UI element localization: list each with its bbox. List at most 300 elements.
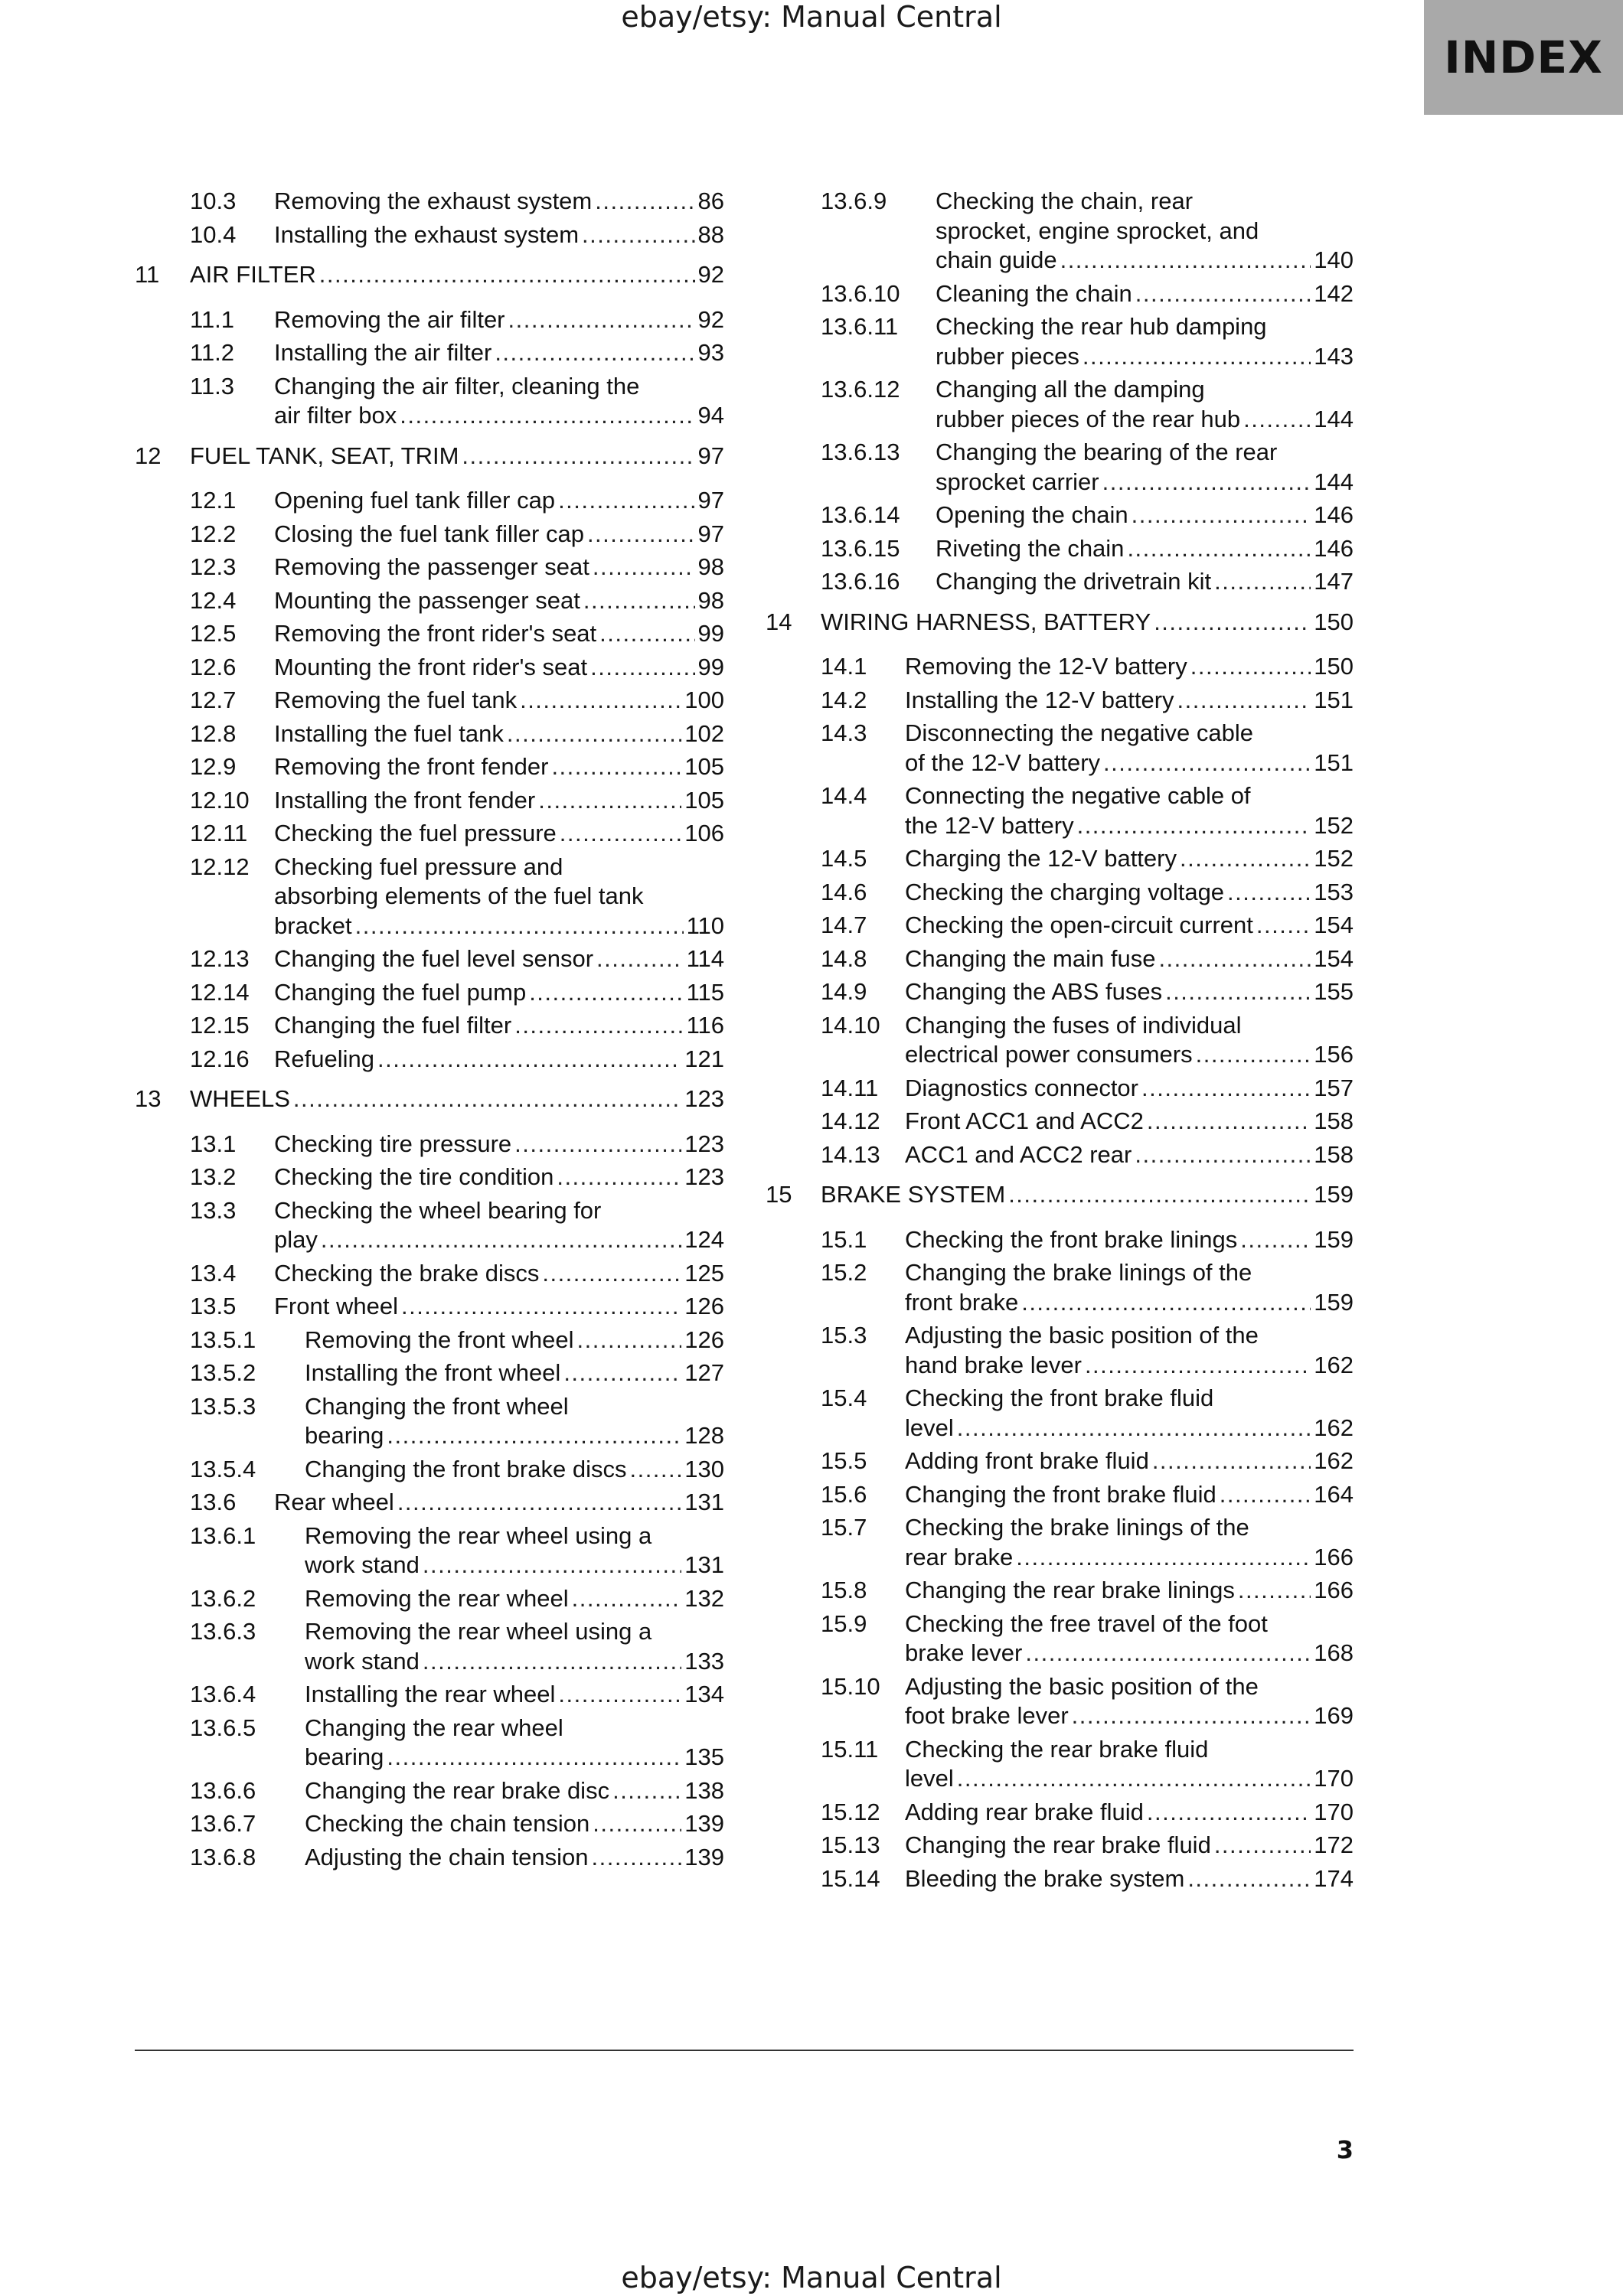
dot-leader (507, 719, 681, 749)
toc-entry[interactable] (190, 1292, 724, 1322)
dot-leader (957, 1764, 1311, 1794)
toc-entry[interactable] (190, 1680, 724, 1710)
toc-entry[interactable] (190, 719, 724, 749)
toc-entry-page: 170 (1314, 1765, 1354, 1792)
toc-entry-title-line: Adjusting the basic position of the (905, 1322, 1259, 1349)
toc-entry-page: 94 (697, 402, 724, 429)
toc-entry-page: 164 (1314, 1480, 1354, 1508)
toc-entry-page: 152 (1314, 845, 1354, 872)
dot-leader (397, 1488, 681, 1518)
toc-entry-page: 143 (1314, 342, 1354, 370)
toc-entry-title-line: Changing the fuel filter (274, 1012, 512, 1039)
toc-entry-title-line: Checking the free travel of the foot (905, 1609, 1268, 1637)
toc-entry-page: 150 (1314, 653, 1354, 680)
footer-rule (135, 2050, 1354, 2051)
toc-entry-number: 13.6.14 (821, 501, 900, 528)
toc-entry-title-line: Opening the chain (936, 501, 1128, 528)
toc-entry-page: 140 (1314, 246, 1354, 273)
toc-entry[interactable] (190, 752, 724, 782)
toc-entry-number: 12.8 (190, 719, 237, 747)
toc-entry[interactable] (821, 977, 1354, 1007)
toc-entry-page: 151 (1314, 686, 1354, 713)
toc-entry-page: 106 (684, 820, 724, 846)
toc-entry-number: 11.2 (190, 339, 235, 366)
toc-entry[interactable] (821, 844, 1354, 874)
toc-entry[interactable] (190, 1714, 724, 1773)
toc-entry-title-line: Charging the 12-V battery (905, 845, 1177, 872)
toc-entry-number: 13.6 (190, 1489, 237, 1515)
toc-entry[interactable] (190, 1358, 724, 1388)
dot-leader (1141, 1074, 1311, 1104)
toc-entry[interactable] (190, 786, 724, 816)
toc-entry-title-line: hand brake lever (905, 1351, 1082, 1378)
toc-entry[interactable] (821, 719, 1354, 778)
toc-entry[interactable] (821, 1831, 1354, 1861)
toc-entry[interactable] (821, 1074, 1354, 1104)
toc-entry[interactable] (821, 438, 1354, 497)
toc-entry[interactable] (190, 1809, 724, 1839)
toc-entry-title-line: Installing the air filter (274, 339, 492, 366)
toc-entry-page: 162 (1314, 1447, 1354, 1474)
toc-entry-title-line: Removing the exhaust system (274, 188, 593, 214)
toc-entry-page: 150 (1314, 608, 1354, 635)
toc-entry-title-line: Removing the front fender (274, 753, 549, 780)
toc-entry-number: 12.14 (190, 978, 250, 1006)
dot-leader (1072, 1701, 1311, 1731)
toc-entry[interactable] (190, 1392, 724, 1451)
dot-leader (592, 1843, 682, 1873)
toc-entry-title-line: Checking the brake discs (274, 1259, 540, 1287)
dot-leader (1016, 1543, 1311, 1573)
toc-entry-title-line: bearing (305, 1743, 384, 1770)
dot-leader (1154, 608, 1311, 638)
toc-entry[interactable] (821, 1513, 1354, 1572)
toc-entry[interactable] (821, 1576, 1354, 1606)
toc-entry-title-line: rubber pieces of the rear hub (936, 405, 1241, 432)
toc-entry-title-line: absorbing elements of the fuel tank (274, 882, 644, 909)
toc-entry-title-line: Changing the bearing of the rear (936, 439, 1278, 465)
dot-leader (590, 653, 694, 683)
toc-entry-number: 14.13 (821, 1140, 880, 1168)
toc-entry-number: 12.3 (190, 553, 237, 580)
dot-leader (508, 305, 695, 335)
toc-entry-title-line: Checking the rear brake fluid (905, 1735, 1209, 1763)
toc-entry-number: 10.3 (190, 188, 237, 214)
toc-entry-title-line: of the 12-V battery (905, 748, 1101, 776)
toc-entry[interactable] (821, 1672, 1354, 1731)
toc-entry-number: 13.5.4 (190, 1455, 256, 1482)
dot-leader (400, 401, 694, 431)
toc-entry[interactable] (821, 187, 1354, 276)
toc-entry-title-line: Installing the front fender (274, 786, 536, 814)
dot-leader (583, 586, 695, 616)
toc-entry-title-line: Connecting the negative cable of (905, 782, 1251, 809)
toc-entry-number: 15 (766, 1181, 792, 1208)
toc-entry-number: 15.9 (821, 1609, 867, 1637)
toc-entry-number: 11.1 (190, 305, 235, 333)
toc-entry[interactable] (821, 1446, 1354, 1476)
toc-entry-title-line: Removing the front wheel (305, 1326, 574, 1353)
toc-entry-title-line: rubber pieces (936, 342, 1079, 370)
toc-entry[interactable] (190, 187, 724, 217)
toc-entry-number: 15.2 (821, 1259, 867, 1286)
toc-entry-page: 155 (1314, 978, 1354, 1005)
toc-entry-title-line: ACC1 and ACC2 rear (905, 1140, 1132, 1168)
toc-entry-number: 12.5 (190, 620, 237, 647)
toc-entry-page: 151 (1314, 748, 1354, 776)
toc-entry-page: 159 (1314, 1225, 1354, 1253)
toc-entry-page: 154 (1314, 912, 1354, 938)
toc-entry[interactable] (190, 1488, 724, 1518)
dot-leader (1060, 246, 1311, 276)
dot-leader (319, 260, 695, 290)
toc-entry-page: 159 (1314, 1181, 1354, 1208)
dot-leader (1021, 1288, 1311, 1318)
toc-entry-title-line: Removing the air filter (274, 305, 505, 333)
toc-entry-title-line: Checking the chain tension (305, 1810, 590, 1837)
toc-entry-title-line: Cleaning the chain (936, 279, 1132, 307)
toc-entry-page: 123 (684, 1130, 724, 1157)
toc-entry-title-line: Changing the main fuse (905, 944, 1156, 972)
toc-entry-number: 13.6.6 (190, 1776, 256, 1804)
toc-entry-number: 13.6.3 (190, 1618, 256, 1645)
toc-entry-title-line: Disconnecting the negative cable (905, 719, 1253, 746)
toc-entry-page: 115 (686, 978, 724, 1006)
toc-entry-number: 13 (135, 1085, 162, 1112)
toc-entry-title-line: brake lever (905, 1639, 1023, 1666)
dot-leader (1196, 1040, 1311, 1070)
toc-entry-number: 13.6.12 (821, 376, 900, 403)
toc-entry-number: 12.10 (190, 786, 250, 814)
toc-entry[interactable] (190, 1455, 724, 1485)
toc-entry-page: 146 (1314, 501, 1354, 528)
toc-entry-number: 13.5.2 (190, 1359, 256, 1386)
dot-leader (558, 486, 694, 516)
toc-entry-page: 124 (684, 1226, 724, 1253)
dot-leader (1240, 1225, 1311, 1255)
dot-leader (1147, 1798, 1311, 1828)
toc-entry[interactable] (821, 375, 1354, 434)
toc-entry-number: 13.6.5 (190, 1714, 256, 1741)
toc-entry[interactable] (190, 853, 724, 941)
toc-entry[interactable] (821, 1798, 1354, 1828)
toc-entry[interactable] (190, 1843, 724, 1873)
toc-entry[interactable] (821, 312, 1354, 371)
toc-entry-number: 13.6.16 (821, 568, 900, 595)
toc-entry-number: 12.2 (190, 520, 237, 547)
toc-entry-number: 13.6.7 (190, 1810, 256, 1837)
dot-leader (1214, 1831, 1311, 1861)
toc-entry-title-line: FUEL TANK, SEAT, TRIM (190, 442, 459, 469)
toc-entry-page: 97 (697, 442, 724, 469)
toc-entry-page: 152 (1314, 811, 1354, 839)
toc-entry-number: 15.6 (821, 1480, 867, 1508)
toc-entry[interactable] (190, 1045, 724, 1075)
toc-entry-page: 123 (684, 1163, 724, 1190)
toc-entry-number: 13.6.10 (821, 279, 900, 307)
toc-entry-page: 131 (684, 1489, 724, 1515)
dot-leader (293, 1084, 681, 1114)
toc-entry-title-line: Checking the charging voltage (905, 878, 1225, 905)
toc-entry[interactable] (190, 520, 724, 550)
toc-entry[interactable] (821, 944, 1354, 974)
toc-entry[interactable] (190, 586, 724, 616)
toc-entry-title-line: Refueling (274, 1045, 374, 1072)
dot-leader (423, 1647, 681, 1677)
toc-entry[interactable] (190, 338, 724, 368)
toc-entry[interactable] (190, 1617, 724, 1676)
toc-entry-number: 14.3 (821, 719, 867, 746)
toc-entry[interactable] (190, 978, 724, 1008)
toc-entry[interactable] (821, 1140, 1354, 1170)
toc-entry-number: 15.5 (821, 1447, 867, 1474)
dot-leader (1165, 977, 1311, 1007)
toc-section-heading[interactable] (766, 608, 1354, 638)
toc-section-heading[interactable] (135, 1084, 724, 1114)
toc-entry-title-line: Checking the brake linings of the (905, 1514, 1249, 1541)
toc-entry-page: 166 (1314, 1577, 1354, 1603)
toc-entry-title-line: Changing the front brake discs (305, 1455, 627, 1482)
toc-entry-title-line: Riveting the chain (936, 534, 1125, 562)
toc-left-column (135, 187, 724, 1876)
toc-entry-title-line: Removing the rear wheel using a (305, 1521, 652, 1549)
toc-entry-number: 12.9 (190, 753, 237, 780)
toc-entry[interactable] (190, 1259, 724, 1289)
toc-entry[interactable] (821, 534, 1354, 564)
toc-entry-title-line: Installing the exhaust system (274, 220, 580, 248)
toc-entry-number: 12.7 (190, 687, 237, 713)
toc-entry-title-line: Removing the front rider's seat (274, 620, 597, 647)
toc-entry-title-line: foot brake lever (905, 1702, 1069, 1729)
toc-entry-number: 14.11 (821, 1074, 879, 1101)
toc-section-heading[interactable] (766, 1180, 1354, 1210)
toc-entry-title-line: work stand (305, 1647, 420, 1675)
toc-entry[interactable] (821, 652, 1354, 682)
toc-entry-page: 162 (1314, 1414, 1354, 1441)
toc-entry-page: 131 (684, 1551, 724, 1578)
dot-leader (551, 752, 681, 782)
toc-entry[interactable] (821, 1384, 1354, 1443)
toc-entry[interactable] (821, 1864, 1354, 1894)
page-number: 3 (1336, 2135, 1354, 2164)
toc-entry[interactable] (190, 1776, 724, 1806)
toc-entry-number: 15.4 (821, 1384, 867, 1411)
toc-entry[interactable] (821, 1107, 1354, 1137)
toc-entry-number: 12.13 (190, 945, 250, 972)
dot-leader (387, 1421, 681, 1451)
dot-leader (577, 1326, 682, 1355)
toc-entry[interactable] (190, 220, 724, 250)
toc-section-heading[interactable] (135, 442, 724, 471)
toc-entry[interactable] (821, 1735, 1354, 1794)
toc-entry[interactable] (821, 1609, 1354, 1668)
toc-entry-page: 98 (697, 553, 724, 580)
toc-entry-number: 13.6.4 (190, 1681, 256, 1707)
toc-entry[interactable] (190, 372, 724, 431)
toc-entry-title-line: Installing the fuel tank (274, 719, 504, 747)
toc-entry-number: 13.1 (190, 1130, 237, 1157)
toc-entry[interactable] (190, 619, 724, 649)
toc-entry-title-line: WHEELS (190, 1085, 290, 1112)
index-tab: INDEX (1424, 0, 1623, 115)
toc-entry-title-line: Changing the rear brake linings (905, 1577, 1235, 1603)
toc-entry-number: 15.1 (821, 1225, 867, 1253)
toc-entry[interactable] (821, 878, 1354, 908)
dot-leader (560, 819, 682, 849)
toc-entry-page: 105 (684, 753, 724, 780)
toc-entry[interactable] (190, 1163, 724, 1192)
toc-entry-page: 98 (697, 586, 724, 614)
toc-entry-title-line: Rear wheel (274, 1489, 394, 1515)
toc-entry-title-line: WIRING HARNESS, BATTERY (821, 608, 1151, 635)
dot-leader (462, 442, 694, 471)
toc-entry[interactable] (821, 1258, 1354, 1317)
toc-entry-title-line: Adding rear brake fluid (905, 1798, 1144, 1825)
toc-entry-number: 13.6.1 (190, 1521, 256, 1549)
toc-entry-number: 14.7 (821, 912, 867, 938)
toc-entry[interactable] (190, 1326, 724, 1355)
toc-entry-number: 14.12 (821, 1107, 880, 1134)
toc-entry-number: 13.6.8 (190, 1843, 256, 1870)
toc-entry-page: 139 (684, 1843, 724, 1870)
dot-leader (1243, 405, 1311, 435)
toc-entry-title-line: bearing (305, 1422, 384, 1449)
toc-entry-title-line: Removing the passenger seat (274, 553, 589, 580)
toc-entry-page: 123 (684, 1085, 724, 1112)
toc-entry[interactable] (821, 686, 1354, 716)
toc-entry-page: 174 (1314, 1864, 1354, 1892)
toc-entry-page: 105 (684, 786, 724, 814)
toc-entry-page: 92 (697, 305, 724, 333)
dot-leader (1152, 1446, 1311, 1476)
toc-entry[interactable] (190, 653, 724, 683)
toc-entry-title-line: Changing the fuel level sensor (274, 945, 594, 972)
toc-entry[interactable] (190, 686, 724, 716)
toc-entry-number: 14.5 (821, 845, 867, 872)
dot-leader (423, 1551, 681, 1580)
toc-entry[interactable] (190, 819, 724, 849)
toc-entry-page: 102 (684, 719, 724, 747)
toc-entry-number: 12 (135, 442, 162, 469)
toc-entry-number: 13.5.1 (190, 1326, 256, 1353)
toc-entry-page: 146 (1314, 534, 1354, 562)
toc-entry[interactable] (190, 486, 724, 516)
dot-leader (1127, 534, 1311, 564)
toc-entry[interactable] (821, 1011, 1354, 1070)
toc-entry-title-line: Front ACC1 and ACC2 (905, 1107, 1144, 1134)
toc-entry-title-line: play (274, 1226, 318, 1253)
dot-leader (599, 619, 694, 649)
toc-entry-title-line: BRAKE SYSTEM (821, 1181, 1006, 1208)
toc-entry-title-line: Installing the front wheel (305, 1359, 561, 1386)
toc-entry[interactable] (190, 553, 724, 582)
dot-leader (520, 686, 681, 716)
dot-leader (321, 1225, 681, 1255)
toc-entry-title-line: Opening fuel tank filler cap (274, 487, 556, 514)
toc-entry-number: 14.4 (821, 782, 867, 809)
toc-entry-page: 116 (686, 1012, 724, 1039)
toc-entry-title-line: Changing the drivetrain kit (936, 568, 1212, 595)
toc-entry[interactable] (190, 1584, 724, 1614)
toc-entry-number: 12.12 (190, 853, 250, 880)
toc-entry-page: 168 (1314, 1639, 1354, 1666)
dot-leader (1103, 748, 1311, 778)
toc-entry[interactable] (821, 911, 1354, 941)
toc-entry-page: 158 (1314, 1140, 1354, 1168)
toc-entry[interactable] (821, 1321, 1354, 1380)
dot-leader (1214, 567, 1311, 597)
toc-entry[interactable] (821, 501, 1354, 530)
dot-leader (612, 1776, 681, 1806)
toc-entry-page: 156 (1314, 1041, 1354, 1068)
toc-entry-title-line: Checking the tire condition (274, 1163, 554, 1190)
toc-entry[interactable] (821, 279, 1354, 309)
toc-entry-number: 14.1 (821, 653, 867, 680)
toc-entry-number: 13.6.9 (821, 188, 887, 214)
toc-entry-page: 121 (684, 1045, 724, 1072)
dot-leader (1180, 844, 1311, 874)
toc-entry[interactable] (190, 1011, 724, 1041)
toc-entry-number: 13.2 (190, 1163, 237, 1190)
toc-entry-page: 97 (697, 520, 724, 547)
toc-entry[interactable] (190, 1130, 724, 1159)
toc-entry-page: 133 (684, 1647, 724, 1675)
dot-leader (1025, 1639, 1311, 1668)
toc-entry-page: 99 (697, 653, 724, 680)
toc-entry-number: 12.6 (190, 653, 237, 680)
dot-leader (1135, 279, 1311, 309)
toc-entry-title-line: work stand (305, 1551, 420, 1578)
toc-entry[interactable] (190, 1196, 724, 1255)
toc-entry-title-line: Diagnostics connector (905, 1074, 1138, 1101)
toc-entry-number: 15.3 (821, 1322, 867, 1349)
toc-section-heading[interactable] (135, 260, 724, 290)
toc-entry[interactable] (190, 1521, 724, 1580)
toc-entry[interactable] (190, 944, 724, 974)
toc-entry-number: 10.4 (190, 220, 237, 248)
toc-entry-title-line: level (905, 1414, 954, 1441)
toc-entry-title-line: Removing the fuel tank (274, 687, 518, 713)
toc-entry-number: 13.3 (190, 1196, 237, 1224)
dot-leader (1083, 342, 1311, 372)
toc-entry-number: 12.15 (190, 1012, 250, 1039)
toc-entry-title-line: sprocket carrier (936, 468, 1099, 495)
toc-entry[interactable] (821, 1225, 1354, 1255)
toc-entry-number: 15.14 (821, 1864, 880, 1892)
toc-entry[interactable] (821, 1480, 1354, 1510)
toc-entry-page: 144 (1314, 468, 1354, 495)
toc-entry[interactable] (821, 567, 1354, 597)
dot-leader (529, 978, 683, 1008)
dot-leader (514, 1130, 681, 1159)
toc-entry-number: 14 (766, 608, 792, 635)
toc-entry-number: 11.3 (190, 372, 235, 400)
toc-entry-title-line: Mounting the passenger seat (274, 586, 580, 614)
toc-entry-title-line: Changing the rear wheel (305, 1714, 563, 1741)
toc-entry[interactable] (190, 305, 724, 335)
toc-entry-title-line: Installing the 12-V battery (905, 686, 1174, 713)
dot-leader (387, 1743, 681, 1773)
dot-leader (1158, 944, 1311, 974)
toc-entry-title-line: Changing the rear brake disc (305, 1776, 610, 1804)
toc-entry-page: 162 (1314, 1351, 1354, 1378)
toc-entry-title-line: Checking fuel pressure and (274, 853, 563, 880)
toc-entry[interactable] (821, 781, 1354, 840)
toc-entry-title-line: Checking the open-circuit current (905, 912, 1253, 938)
toc-entry-number: 14.2 (821, 686, 867, 713)
toc-entry-page: 110 (686, 912, 724, 939)
toc-entry-number: 15.13 (821, 1831, 880, 1858)
